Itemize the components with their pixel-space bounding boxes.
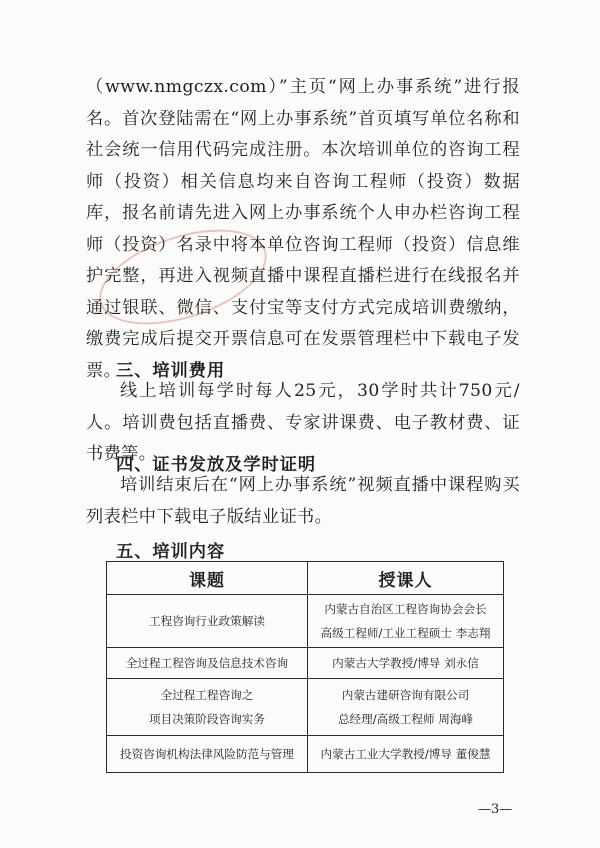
training-content-table <box>106 561 504 773</box>
section-heading-fees: 三、培训费用 <box>116 361 226 381</box>
table-row <box>107 679 504 736</box>
paragraph-certificate: 培训结束后在“网上办事系统”视频直播中课程购买列表栏中下载电子版结业证书。 <box>86 475 520 527</box>
topic-line: 项目决策阶段咨询实务 <box>149 712 265 726</box>
table-header-lecturer: 授课人 <box>308 562 504 595</box>
table-cell-lecturer <box>308 595 504 648</box>
lecturer-line: 内蒙古自治区工程咨询协会会长 <box>324 602 487 616</box>
lecturer-line: 高级工程师/工业工程硕士 李志翔 <box>320 626 491 640</box>
topic-line: 全过程工程咨询之 <box>160 688 254 702</box>
table-header-topic: 课题 <box>107 562 308 595</box>
paragraph-registration: （www.nmgczx.com）”主页“网上办事系统”进行报名。首次登陆需在“网上办事系统”首页填写单位名称和社会统一信用代码完成注册。本次培训单位的咨询工程师（投资）相关信息均来自咨询工程师（投资）数据库，报名前请先进入网上办事系统个人申办栏咨询工程师（投资）名录中将本单位咨询工程师（投资）信息维护完整，再进入视频直播中课程直播栏进行在线报名并通过银联、微信、支付宝等支付方式完成培训费缴纳，缴费完成后提交开票信息可在发票管理栏中下载电子发票。 <box>86 77 520 381</box>
paragraph-fees: 线上培训每学时每人25元，30学时共计750元/人。培训费包括直播费、专家讲课费、电子教材费、证书费等。 <box>86 381 520 464</box>
section-heading-content: 五、培训内容 <box>116 542 226 562</box>
table-cell-lecturer: 内蒙古大学教授/博导 刘永信 <box>308 648 504 679</box>
section-heading-certificate: 四、证书发放及学时证明 <box>116 455 317 475</box>
page-number: —3— <box>478 802 513 817</box>
table-cell-topic: 工程咨询行业政策解读 <box>107 595 308 648</box>
table-cell-topic: 全过程工程咨询及信息技术咨询 <box>107 648 308 679</box>
table-cell-topic <box>107 679 308 736</box>
lecturer-line: 内蒙古建研咨询有限公司 <box>341 688 470 702</box>
table-row <box>107 736 504 773</box>
table-cell-lecturer: 内蒙古工业大学教授/博导 董俊慧 <box>308 736 504 773</box>
lecturer-line: 总经理/高级工程师 周海峰 <box>337 712 474 726</box>
table-row <box>107 595 504 648</box>
table-cell-lecturer <box>308 679 504 736</box>
table-row <box>107 648 504 679</box>
table-header-row <box>107 562 504 595</box>
table-cell-topic: 投资咨询机构法律风险防范与管理 <box>107 736 308 773</box>
